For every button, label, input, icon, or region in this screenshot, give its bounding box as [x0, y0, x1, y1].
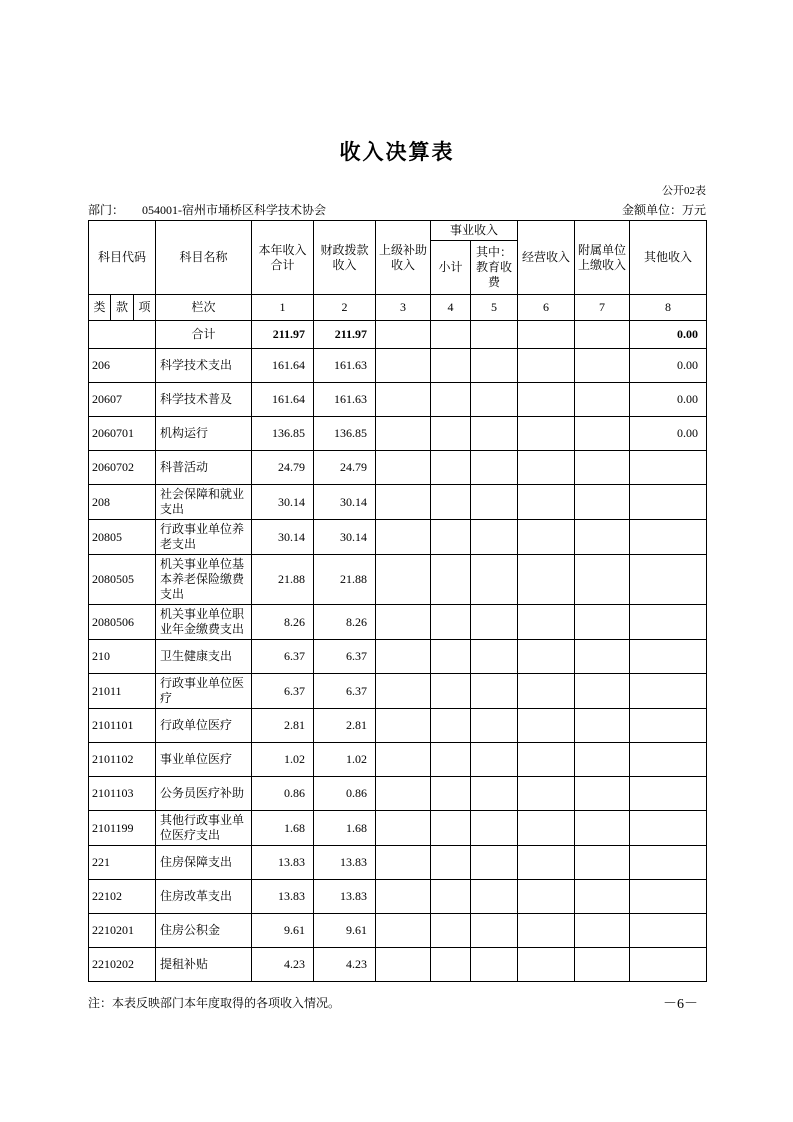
subject-name-cell: 住房保障支出: [156, 846, 252, 880]
value-cell: [575, 674, 630, 709]
value-cell: [575, 777, 630, 811]
total-value-6: [518, 321, 575, 349]
value-cell: [471, 674, 518, 709]
subject-code-cell: 2101102: [89, 743, 156, 777]
value-cell: 0.00: [630, 349, 707, 383]
value-cell: 30.14: [252, 520, 314, 555]
value-cell: 30.14: [252, 485, 314, 520]
value-cell: [518, 709, 575, 743]
subject-code-cell: 208: [89, 485, 156, 520]
value-cell: [431, 383, 471, 417]
value-cell: [518, 383, 575, 417]
value-cell: [431, 451, 471, 485]
value-cell: 8.26: [314, 605, 376, 640]
table-row: [89, 417, 707, 451]
value-cell: [630, 914, 707, 948]
value-cell: [518, 555, 575, 605]
value-cell: [376, 846, 431, 880]
subject-code-cell: 22102: [89, 880, 156, 914]
table-row: [89, 640, 707, 674]
form-number: 公开02表: [662, 185, 706, 197]
value-cell: [518, 417, 575, 451]
value-cell: [575, 520, 630, 555]
amount-unit-label: 金额单位：万元: [621, 203, 706, 217]
value-cell: [376, 914, 431, 948]
value-cell: [431, 846, 471, 880]
value-cell: [431, 777, 471, 811]
value-cell: 13.83: [314, 846, 376, 880]
value-cell: [376, 743, 431, 777]
value-cell: [431, 674, 471, 709]
value-cell: [471, 777, 518, 811]
value-cell: [575, 914, 630, 948]
subject-name-cell: 机关事业单位职业年金缴费支出: [156, 605, 252, 640]
value-cell: [431, 811, 471, 846]
subject-code-cell: 2080506: [89, 605, 156, 640]
table-row: [89, 880, 707, 914]
value-cell: [471, 383, 518, 417]
value-cell: [575, 640, 630, 674]
subject-name-cell: 科学技术支出: [156, 349, 252, 383]
value-cell: [575, 948, 630, 982]
value-cell: [518, 846, 575, 880]
column-number-7: 7: [575, 295, 630, 321]
value-cell: [630, 485, 707, 520]
meta-row: [88, 201, 706, 220]
total-row-label: 合计: [156, 321, 252, 349]
value-cell: [471, 743, 518, 777]
subject-code-cell: 2080505: [89, 555, 156, 605]
header-section: 款: [111, 295, 134, 321]
value-cell: [518, 640, 575, 674]
subject-code-cell: 21011: [89, 674, 156, 709]
value-cell: [376, 555, 431, 605]
total-value-8: 0.00: [630, 321, 707, 349]
value-cell: [471, 451, 518, 485]
income-table: [88, 220, 707, 982]
value-cell: 13.83: [314, 880, 376, 914]
value-cell: [376, 777, 431, 811]
value-cell: [630, 743, 707, 777]
subject-name-cell: 行政事业单位养老支出: [156, 520, 252, 555]
value-cell: 21.88: [314, 555, 376, 605]
value-cell: [518, 914, 575, 948]
value-cell: [630, 948, 707, 982]
value-cell: [518, 520, 575, 555]
table-row: [89, 349, 707, 383]
subject-name-cell: 住房改革支出: [156, 880, 252, 914]
value-cell: [471, 709, 518, 743]
subject-code-cell: 221: [89, 846, 156, 880]
value-cell: [431, 417, 471, 451]
value-cell: [630, 451, 707, 485]
header-subject-code: 科目代码: [89, 221, 156, 295]
value-cell: 4.23: [252, 948, 314, 982]
value-cell: [376, 485, 431, 520]
value-cell: [431, 349, 471, 383]
value-cell: [630, 640, 707, 674]
value-cell: [575, 709, 630, 743]
value-cell: [431, 555, 471, 605]
value-cell: 161.63: [314, 349, 376, 383]
value-cell: [630, 709, 707, 743]
value-cell: [376, 674, 431, 709]
value-cell: [471, 846, 518, 880]
value-cell: [376, 349, 431, 383]
value-cell: [630, 777, 707, 811]
total-value-4: [431, 321, 471, 349]
subject-name-cell: 其他行政事业单位医疗支出: [156, 811, 252, 846]
header-total-income: 本年收入合计: [252, 221, 314, 295]
value-cell: [575, 349, 630, 383]
subject-code-cell: 2101101: [89, 709, 156, 743]
header-category: 类: [89, 295, 111, 321]
subject-name-cell: 行政事业单位医疗: [156, 674, 252, 709]
value-cell: 13.83: [252, 880, 314, 914]
table-row: [89, 777, 707, 811]
table-row: [89, 605, 707, 640]
total-value-5: [471, 321, 518, 349]
value-cell: 0.86: [252, 777, 314, 811]
value-cell: 9.61: [252, 914, 314, 948]
department-value: 054001-宿州市埇桥区科学技术协会: [142, 203, 327, 217]
subject-code-cell: 2060702: [89, 451, 156, 485]
table-row: [89, 743, 707, 777]
value-cell: 161.64: [252, 383, 314, 417]
header-superior-subsidy-income: 上级补助收入: [376, 221, 431, 295]
total-value-7: [575, 321, 630, 349]
value-cell: [471, 811, 518, 846]
value-cell: 30.14: [314, 485, 376, 520]
column-number-3: 3: [376, 295, 431, 321]
value-cell: [431, 605, 471, 640]
subject-name-cell: 卫生健康支出: [156, 640, 252, 674]
column-number-4: 4: [431, 295, 471, 321]
header-operating-income: 经营收入: [518, 221, 575, 295]
value-cell: [630, 555, 707, 605]
value-cell: 1.68: [314, 811, 376, 846]
subject-name-cell: 科学技术普及: [156, 383, 252, 417]
value-cell: [376, 417, 431, 451]
total-value-1: 211.97: [252, 321, 314, 349]
subject-code-cell: 2101199: [89, 811, 156, 846]
page-title: 收入决算表: [339, 140, 455, 164]
header-item: 项: [134, 295, 156, 321]
value-cell: 6.37: [314, 640, 376, 674]
value-cell: 1.02: [252, 743, 314, 777]
value-cell: [630, 811, 707, 846]
value-cell: [630, 846, 707, 880]
column-number-6: 6: [518, 295, 575, 321]
value-cell: 6.37: [252, 640, 314, 674]
value-cell: 136.85: [314, 417, 376, 451]
table-row: [89, 520, 707, 555]
value-cell: [518, 349, 575, 383]
page-number: －6－: [663, 997, 698, 1012]
value-cell: 30.14: [314, 520, 376, 555]
column-number-5: 5: [471, 295, 518, 321]
value-cell: [518, 880, 575, 914]
value-cell: 0.00: [630, 383, 707, 417]
value-cell: [575, 743, 630, 777]
subject-name-cell: 提租补贴: [156, 948, 252, 982]
value-cell: 21.88: [252, 555, 314, 605]
value-cell: [630, 674, 707, 709]
header-other-income: 其他收入: [630, 221, 707, 295]
value-cell: [518, 777, 575, 811]
value-cell: [431, 485, 471, 520]
total-row-code-cell: [89, 321, 156, 349]
value-cell: [431, 709, 471, 743]
table-row: [89, 451, 707, 485]
value-cell: 2.81: [314, 709, 376, 743]
value-cell: 161.64: [252, 349, 314, 383]
subject-name-cell: 科普活动: [156, 451, 252, 485]
table-row: [89, 709, 707, 743]
header-affiliated-unit-income: 附属单位上缴收入: [575, 221, 630, 295]
subject-name-cell: 事业单位医疗: [156, 743, 252, 777]
table-header: [89, 221, 707, 349]
value-cell: [630, 605, 707, 640]
table-row: [89, 846, 707, 880]
header-education-fee: 其中：教育收费: [471, 241, 518, 295]
value-cell: [518, 451, 575, 485]
table-row: [89, 485, 707, 520]
department-line: [88, 201, 326, 218]
value-cell: [575, 383, 630, 417]
subject-name-cell: 公务员医疗补助: [156, 777, 252, 811]
value-cell: [471, 640, 518, 674]
subject-code-cell: 2060701: [89, 417, 156, 451]
value-cell: 6.37: [314, 674, 376, 709]
subject-code-cell: 206: [89, 349, 156, 383]
value-cell: 24.79: [252, 451, 314, 485]
value-cell: [471, 605, 518, 640]
value-cell: [376, 451, 431, 485]
table-row: [89, 811, 707, 846]
value-cell: [376, 605, 431, 640]
value-cell: [471, 880, 518, 914]
subject-name-cell: 住房公积金: [156, 914, 252, 948]
header-subtotal: 小计: [431, 241, 471, 295]
value-cell: 24.79: [314, 451, 376, 485]
subject-code-cell: 2101103: [89, 777, 156, 811]
table-row: [89, 914, 707, 948]
value-cell: [376, 948, 431, 982]
subject-name-cell: 机构运行: [156, 417, 252, 451]
table-row: [89, 555, 707, 605]
value-cell: 136.85: [252, 417, 314, 451]
value-cell: [471, 948, 518, 982]
department-label: 部门：: [88, 203, 125, 217]
value-cell: [471, 485, 518, 520]
value-cell: [431, 743, 471, 777]
value-cell: [630, 880, 707, 914]
subject-name-cell: 社会保障和就业支出: [156, 485, 252, 520]
value-cell: [575, 555, 630, 605]
value-cell: [431, 948, 471, 982]
column-number-1: 1: [252, 295, 314, 321]
value-cell: [376, 811, 431, 846]
value-cell: [471, 417, 518, 451]
value-cell: [431, 914, 471, 948]
value-cell: [376, 709, 431, 743]
value-cell: [471, 555, 518, 605]
value-cell: 0.00: [630, 417, 707, 451]
value-cell: 6.37: [252, 674, 314, 709]
value-cell: [575, 811, 630, 846]
value-cell: 9.61: [314, 914, 376, 948]
value-cell: [431, 520, 471, 555]
value-cell: [471, 349, 518, 383]
value-cell: [575, 605, 630, 640]
value-cell: [376, 383, 431, 417]
subject-code-cell: 2210202: [89, 948, 156, 982]
value-cell: [376, 880, 431, 914]
value-cell: 1.68: [252, 811, 314, 846]
column-number-8: 8: [630, 295, 707, 321]
header-subject-name: 科目名称: [156, 221, 252, 295]
value-cell: [471, 914, 518, 948]
value-cell: 161.63: [314, 383, 376, 417]
subject-code-cell: 2210201: [89, 914, 156, 948]
table-row: [89, 383, 707, 417]
column-number-2: 2: [314, 295, 376, 321]
value-cell: [376, 520, 431, 555]
value-cell: 2.81: [252, 709, 314, 743]
subject-name-cell: 机关事业单位基本养老保险缴费支出: [156, 555, 252, 605]
value-cell: [575, 846, 630, 880]
report-page: [88, 136, 706, 1011]
table-row: [89, 948, 707, 982]
value-cell: [575, 417, 630, 451]
value-cell: [575, 880, 630, 914]
value-cell: 13.83: [252, 846, 314, 880]
value-cell: [471, 520, 518, 555]
value-cell: 0.86: [314, 777, 376, 811]
value-cell: [575, 451, 630, 485]
value-cell: 1.02: [314, 743, 376, 777]
total-value-3: [376, 321, 431, 349]
subject-code-cell: 20805: [89, 520, 156, 555]
subject-name-cell: 行政单位医疗: [156, 709, 252, 743]
value-cell: [431, 640, 471, 674]
value-cell: [518, 948, 575, 982]
value-cell: [630, 520, 707, 555]
value-cell: [518, 674, 575, 709]
value-cell: [518, 811, 575, 846]
value-cell: [575, 485, 630, 520]
total-value-2: 211.97: [314, 321, 376, 349]
table-note: 注：本表反映部门本年度取得的各项收入情况。: [88, 996, 341, 1010]
header-column-index: 栏次: [156, 295, 252, 321]
header-fiscal-allocation-income: 财政拨款收入: [314, 221, 376, 295]
value-cell: [376, 640, 431, 674]
value-cell: [518, 485, 575, 520]
table-row: [89, 674, 707, 709]
table-body: [89, 349, 707, 982]
subject-code-cell: 20607: [89, 383, 156, 417]
value-cell: [518, 605, 575, 640]
value-cell: [518, 743, 575, 777]
value-cell: 4.23: [314, 948, 376, 982]
value-cell: [431, 880, 471, 914]
header-business-income: 事业收入: [431, 221, 518, 241]
value-cell: 8.26: [252, 605, 314, 640]
subject-code-cell: 210: [89, 640, 156, 674]
